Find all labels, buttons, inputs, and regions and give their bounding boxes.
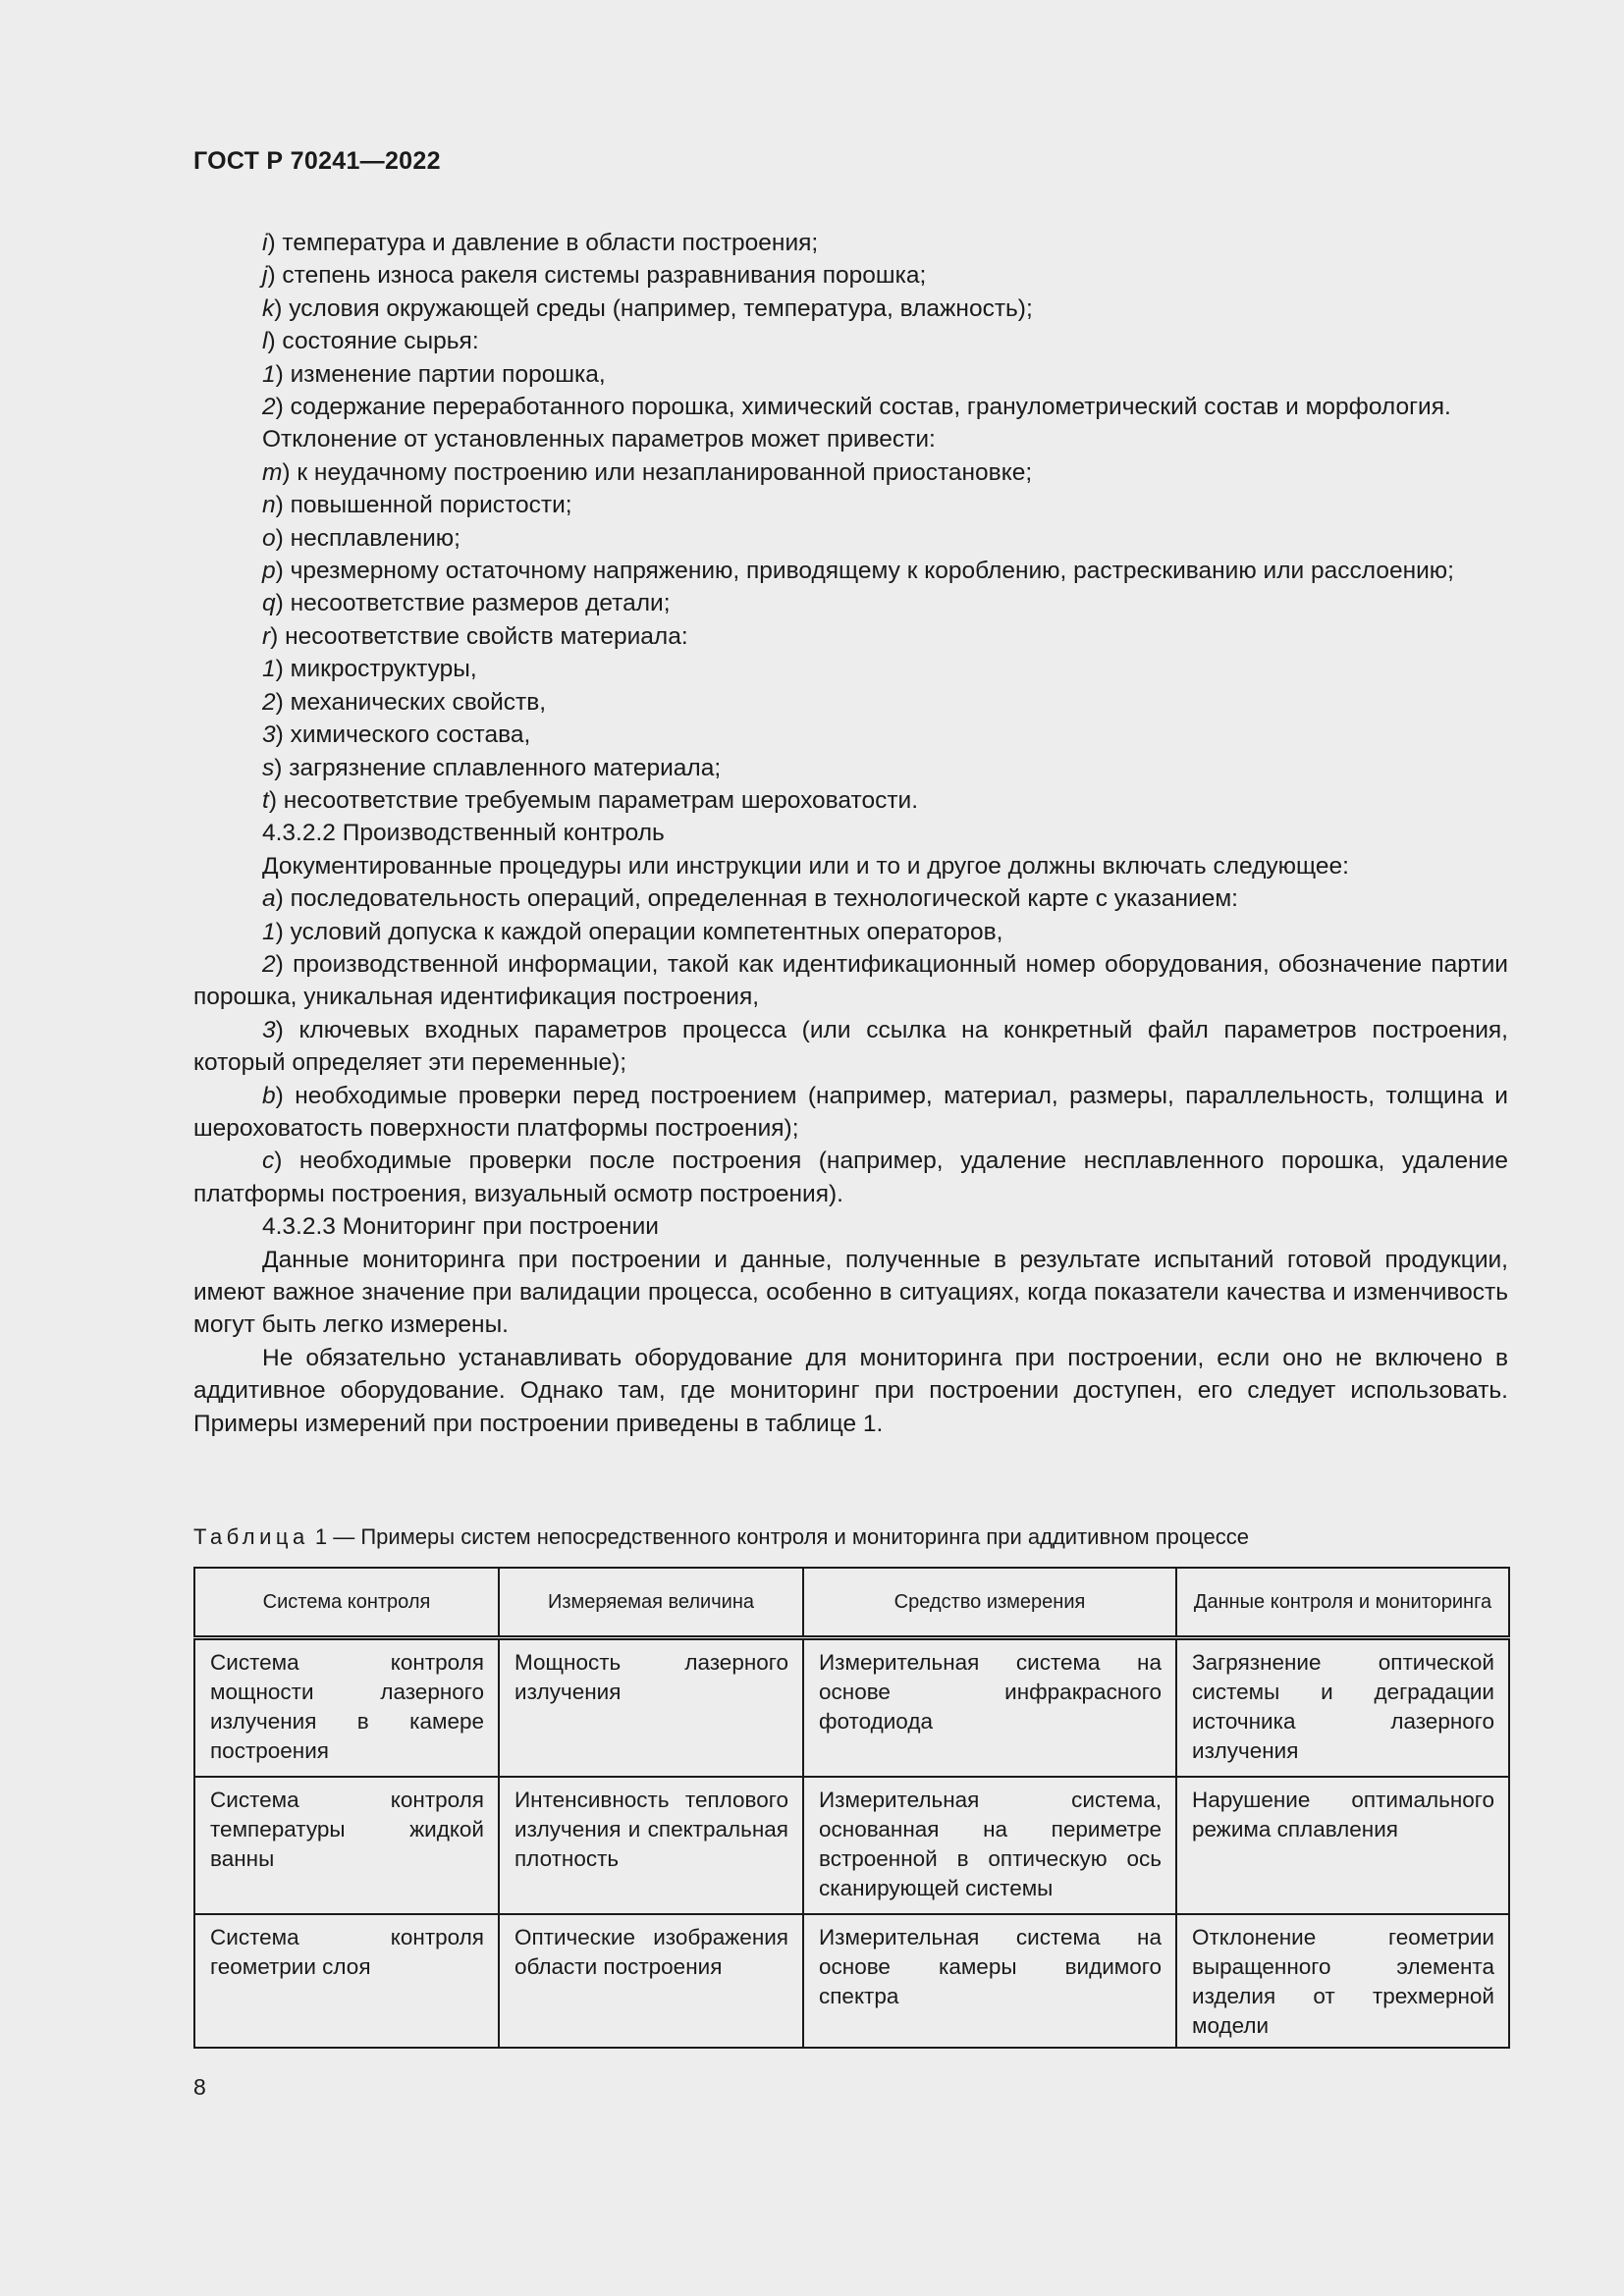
paragraph-text: ) температура и давление в области построения; bbox=[267, 230, 819, 256]
table-cell: Измерительная система на основе камеры видимого спектра bbox=[803, 1914, 1176, 2048]
paragraph bbox=[193, 1014, 1508, 1080]
list-marker: s bbox=[262, 754, 275, 781]
paragraph-text: ) условий допуска к каждой операции компетентных операторов, bbox=[275, 918, 1003, 945]
page-number: 8 bbox=[193, 2074, 206, 2100]
paragraph bbox=[193, 391, 1508, 423]
table-row bbox=[194, 1777, 1509, 1914]
list-marker: 1 bbox=[262, 918, 276, 945]
paragraph-text: ) несоответствие требуемым параметрам шероховатости. bbox=[268, 786, 919, 814]
paragraph bbox=[193, 719, 1508, 751]
paragraph-text: ) механических свойств, bbox=[275, 688, 547, 716]
paragraph-text: Документированные процедуры или инструкции или и то и другое должны включать следующее: bbox=[262, 852, 1349, 880]
paragraph-text: ) несплавлению; bbox=[275, 524, 460, 552]
list-marker: t bbox=[262, 786, 269, 814]
table-cell: Интенсивность теплового излучения и спектральная плотность bbox=[499, 1777, 803, 1914]
table-row bbox=[194, 1914, 1509, 2048]
paragraph-text: ) микроструктуры, bbox=[275, 656, 477, 683]
paragraph bbox=[193, 620, 1508, 653]
paragraph-text: ) повышенной пористости; bbox=[275, 492, 572, 519]
list-marker: 1 bbox=[262, 656, 276, 683]
table-cell: Отклонение геометрии выращенного элемента изделия от трехмерной модели bbox=[1176, 1914, 1509, 2048]
paragraph-text: ) к неудачному построению или незапланированной приостановке; bbox=[282, 458, 1033, 486]
list-marker: b bbox=[262, 1082, 276, 1109]
paragraph bbox=[193, 752, 1508, 784]
table-cell: Нарушение оптимального режима сплавления bbox=[1176, 1777, 1509, 1914]
paragraph-text: ) несоответствие свойств материала: bbox=[270, 622, 688, 650]
paragraph-text: ) чрезмерному остаточному напряжению, приводящему к короблению, растрескиванию или расслоению; bbox=[275, 558, 1454, 585]
paragraph-text: 4.3.2.3 Мониторинг при построении bbox=[262, 1213, 659, 1241]
table-cell: Измерительная система на основе инфракрасного фотодиода bbox=[803, 1638, 1176, 1778]
paragraph bbox=[193, 489, 1508, 521]
list-marker: o bbox=[262, 524, 276, 552]
list-marker: 2 bbox=[262, 394, 276, 421]
paragraph-text: ) загрязнение сплавленного материала; bbox=[274, 754, 722, 781]
list-marker: 3 bbox=[262, 1016, 276, 1043]
paragraph-text: Отклонение от установленных параметров может привести: bbox=[262, 426, 936, 454]
list-marker: c bbox=[262, 1148, 275, 1175]
list-marker: 2 bbox=[262, 950, 276, 978]
paragraph-text: ) степень износа ракеля системы разравнивания порошка; bbox=[267, 262, 927, 290]
list-marker: m bbox=[262, 458, 283, 486]
list-marker: 3 bbox=[262, 721, 276, 749]
document-header: ГОСТ Р 70241—2022 bbox=[193, 147, 441, 175]
table-caption-label: Таблица bbox=[193, 1524, 309, 1549]
paragraph bbox=[193, 555, 1508, 587]
paragraph bbox=[193, 293, 1508, 325]
paragraph bbox=[193, 784, 1508, 817]
paragraph-text: ) производственной информации, такой как идентификационный номер оборудования, обозначение партии порошка, уникальная идентификация построения, bbox=[193, 950, 1508, 1011]
paragraph bbox=[193, 882, 1508, 915]
paragraph-text: ) необходимые проверки после построения (например, удаление несплавленного порошка, удаление платформы построения, визуальный осмотр построения). bbox=[193, 1148, 1508, 1207]
list-marker: p bbox=[262, 558, 276, 585]
section-heading bbox=[193, 817, 1508, 849]
body-text bbox=[193, 227, 1508, 1440]
list-marker: a bbox=[262, 885, 276, 913]
list-marker: 1 bbox=[262, 360, 276, 388]
list-marker: j bbox=[262, 262, 268, 290]
list-marker: l bbox=[262, 328, 268, 355]
paragraph bbox=[193, 686, 1508, 719]
paragraph-text: ) необходимые проверки перед построением (например, материал, размеры, параллельность, толщина и шероховатость поверхности платформы построения); bbox=[193, 1082, 1508, 1142]
paragraph bbox=[193, 916, 1508, 948]
paragraph bbox=[193, 1080, 1508, 1146]
paragraph-text: Данные мониторинга при построении и данные, полученные в результате испытаний готовой продукции, имеют важное значение при валидации процесса, особенно в ситуациях, когда показатели качества и изменчивость могут быть легко измерены. bbox=[193, 1246, 1508, 1339]
table-cell: Оптические изображения области построения bbox=[499, 1914, 803, 2048]
paragraph-text: ) химического состава, bbox=[275, 721, 531, 749]
paragraph bbox=[193, 653, 1508, 685]
list-marker: r bbox=[262, 622, 271, 650]
paragraph-text: ) условия окружающей среды (например, температура, влажность); bbox=[274, 294, 1033, 322]
table-header-row bbox=[194, 1568, 1509, 1638]
column-header: Данные контроля и мониторинга bbox=[1176, 1568, 1509, 1638]
paragraph-text: ) последовательность операций, определенная в технологической карте с указанием: bbox=[275, 885, 1238, 913]
paragraph bbox=[193, 358, 1508, 391]
paragraph-text: ) ключевых входных параметров процесса (или ссылка на конкретный файл параметров построения, который определяет эти переменные); bbox=[193, 1016, 1508, 1077]
paragraph bbox=[193, 325, 1508, 357]
list-marker: q bbox=[262, 590, 276, 617]
column-header: Средство измерения bbox=[803, 1568, 1176, 1638]
list-marker: 2 bbox=[262, 688, 276, 716]
paragraph bbox=[193, 1145, 1508, 1210]
list-marker: n bbox=[262, 492, 276, 519]
paragraph bbox=[193, 456, 1508, 489]
paragraph bbox=[193, 522, 1508, 555]
paragraph bbox=[193, 227, 1508, 259]
table-cell: Мощность лазерного излучения bbox=[499, 1638, 803, 1778]
paragraph bbox=[193, 423, 1508, 455]
monitoring-table bbox=[193, 1567, 1510, 2049]
table-cell: Загрязнение оптической системы и деградации источника лазерного излучения bbox=[1176, 1638, 1509, 1778]
column-header: Система контроля bbox=[194, 1568, 499, 1638]
paragraph bbox=[193, 850, 1508, 882]
table-cell: Система контроля температуры жидкой ванны bbox=[194, 1777, 499, 1914]
table-cell: Измерительная система, основанная на периметре встроенной в оптическую ось сканирующей системы bbox=[803, 1777, 1176, 1914]
paragraph bbox=[193, 1244, 1508, 1342]
table-caption bbox=[193, 1524, 1249, 1550]
column-header: Измеряемая величина bbox=[499, 1568, 803, 1638]
list-marker: i bbox=[262, 230, 268, 256]
paragraph bbox=[193, 1342, 1508, 1440]
paragraph-text: ) состояние сырья: bbox=[267, 328, 479, 355]
paragraph-text: ) изменение партии порошка, bbox=[275, 360, 606, 388]
paragraph-text: Не обязательно устанавливать оборудование для мониторинга при построении, если оно не включено в аддитивное оборудование. Однако там, где мониторинг при построении доступен, его следует использовать. Примеры измерений при построении приведены в таблице 1. bbox=[193, 1344, 1508, 1437]
table-cell: Система контроля мощности лазерного излучения в камере построения bbox=[194, 1638, 499, 1778]
paragraph bbox=[193, 259, 1508, 292]
paragraph-text: ) содержание переработанного порошка, химический состав, гранулометрический состав и морфология. bbox=[275, 394, 1451, 421]
table-cell: Система контроля геометрии слоя bbox=[194, 1914, 499, 2048]
paragraph-text: 4.3.2.2 Производственный контроль bbox=[262, 820, 665, 847]
table-row bbox=[194, 1638, 1509, 1778]
paragraph-text: ) несоответствие размеров детали; bbox=[275, 590, 671, 617]
section-heading bbox=[193, 1210, 1508, 1243]
list-marker: k bbox=[262, 294, 275, 322]
paragraph bbox=[193, 587, 1508, 619]
table-caption-text: 1 — Примеры систем непосредственного контроля и мониторинга при аддитивном процессе bbox=[308, 1524, 1249, 1549]
paragraph bbox=[193, 948, 1508, 1014]
